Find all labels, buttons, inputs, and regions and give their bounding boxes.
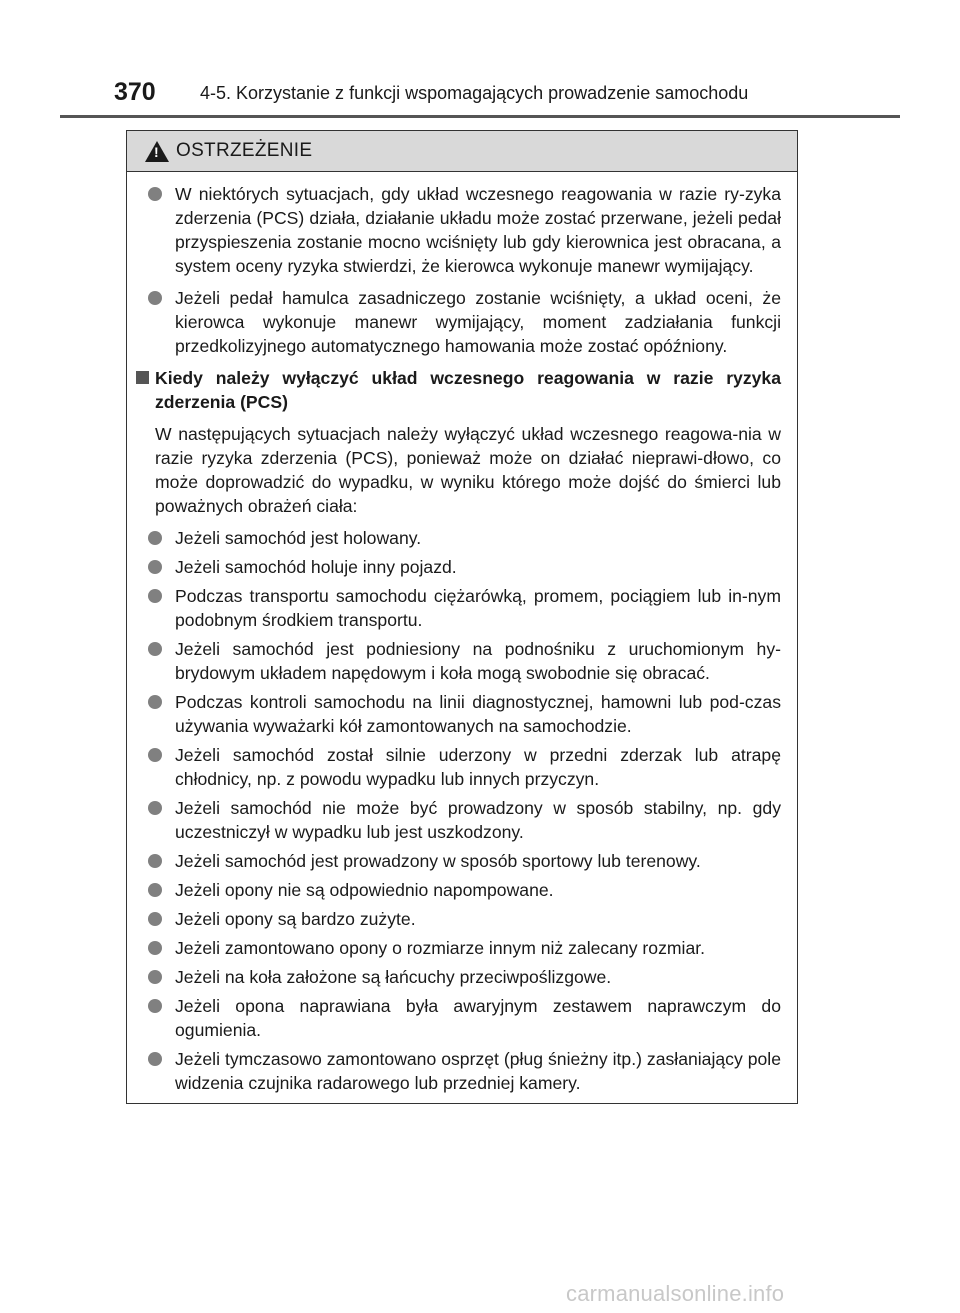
bullet-dot-icon xyxy=(148,854,162,868)
list-item xyxy=(135,1047,781,1095)
list-item xyxy=(135,849,781,873)
list-item-text: Jeżeli samochód nie może być prowadzony w sposób stabilny, np. gdy uczestniczył w wypadku lub jest uszkodzony. xyxy=(175,798,781,842)
list-item xyxy=(135,690,781,738)
list-item-text: Jeżeli samochód jest prowadzony w sposób sportowy lub terenowy. xyxy=(175,851,701,871)
list-item-text: Jeżeli samochód jest podniesiony na podnośniku z uruchomionym hy-brydowym układem napędowym i koła mogą swobodnie się obracać. xyxy=(175,639,781,683)
list-item-text: Podczas transportu samochodu ciężarówką, promem, pociągiem lub in-nym podobnym środkiem transportu. xyxy=(175,586,781,630)
site-watermark: carmanualsonline.info xyxy=(566,1281,785,1306)
list-item-text: Jeżeli tymczasowo zamontowano osprzęt (pług śnieżny itp.) zasłaniający pole widzenia czujnika radarowego lub przedniej kamery. xyxy=(175,1049,781,1093)
warning-header xyxy=(127,131,797,172)
bullet-dot-icon xyxy=(148,291,162,305)
bullet-dot-icon xyxy=(148,531,162,545)
warning-bullet-text: Jeżeli pedał hamulca zasadniczego zostanie wciśnięty, a układ oceni, że kierowca wykonuje manewr wymijający, moment zadziałania funkcji przedkolizyjnego automatycznego hamowania może zostać opóźniony. xyxy=(175,288,781,356)
bullet-dot-icon xyxy=(148,970,162,984)
section-title: 4-5. Korzystanie z funkcji wspomagających prowadzenie samochodu xyxy=(200,83,749,103)
warning-bullet xyxy=(135,182,781,278)
bullet-dot-icon xyxy=(148,642,162,656)
subsection-intro: W następujących sytuacjach należy wyłączyć układ wczesnego reagowa-nia w razie ryzyka zderzenia (PCS), ponieważ może on działać nieprawi-dłowo, co może doprowadzić do wypadku, w wyniku którego może dojść do śmierci lub poważnych obrażeń ciała: xyxy=(155,424,781,516)
bullet-dot-icon xyxy=(148,695,162,709)
warning-box xyxy=(126,130,798,1104)
warning-triangle-icon xyxy=(145,141,169,162)
bullet-dot-icon xyxy=(148,941,162,955)
header-divider xyxy=(60,115,900,118)
list-item-text: Jeżeli opona naprawiana była awaryjnym zestawem naprawczym do ogumienia. xyxy=(175,996,781,1040)
warning-bullet xyxy=(135,286,781,358)
list-item xyxy=(135,637,781,685)
warning-bullet-text: W niektórych sytuacjach, gdy układ wczesnego reagowania w razie ry-zyka zderzenia (PCS) działa, działanie układu może zostać przerwane, jeżeli pedał przyspieszenia zostanie mocno wciśnięty lub gdy kierownica jest obracana, a system oceny ryzyka stwierdzi, że kierowca wykonuje manewr wymijający. xyxy=(175,184,781,276)
square-marker-icon xyxy=(136,371,149,384)
warning-content xyxy=(127,172,797,1095)
list-item xyxy=(135,584,781,632)
list-item-text: Podczas kontroli samochodu na linii diagnostycznej, hamowni lub pod-czas używania wyważarki kół zamontowanych na samochodzie. xyxy=(175,692,781,736)
list-item xyxy=(135,555,781,579)
list-item-text: Jeżeli zamontowano opony o rozmiarze innym niż zalecany rozmiar. xyxy=(175,938,706,958)
bullet-dot-icon xyxy=(148,1052,162,1066)
bullet-dot-icon xyxy=(148,912,162,926)
list-item xyxy=(135,796,781,844)
bullet-dot-icon xyxy=(148,560,162,574)
condition-list xyxy=(135,526,781,1095)
bullet-dot-icon xyxy=(148,187,162,201)
page-number: 370 xyxy=(114,78,156,106)
list-item-text: Jeżeli opony nie są odpowiednio napompowane. xyxy=(175,880,554,900)
bullet-dot-icon xyxy=(148,883,162,897)
list-item-text: Jeżeli samochód jest holowany. xyxy=(175,528,422,548)
bullet-dot-icon xyxy=(148,999,162,1013)
list-item xyxy=(135,878,781,902)
page-header xyxy=(60,78,900,118)
bullet-dot-icon xyxy=(148,589,162,603)
list-item-text: Jeżeli samochód holuje inny pojazd. xyxy=(175,557,457,577)
list-item-text: Jeżeli opony są bardzo zużyte. xyxy=(175,909,416,929)
subsection-heading xyxy=(135,366,781,414)
list-item xyxy=(135,994,781,1042)
list-item-text: Jeżeli samochód został silnie uderzony w przedni zderzak lub atrapę chłodnicy, np. z powodu wypadku lub innych przyczyn. xyxy=(175,745,781,789)
list-item-text: Jeżeli na koła założone są łańcuchy przeciwpoślizgowe. xyxy=(175,967,612,987)
bullet-dot-icon xyxy=(148,748,162,762)
subsection-heading-text: Kiedy należy wyłączyć układ wczesnego reagowania w razie ryzyka zderzenia (PCS) xyxy=(155,368,781,412)
list-item xyxy=(135,907,781,931)
list-item xyxy=(135,743,781,791)
list-item xyxy=(135,936,781,960)
list-item xyxy=(135,965,781,989)
warning-title: OSTRZEŻENIE xyxy=(176,140,313,161)
bullet-dot-icon xyxy=(148,801,162,815)
list-item xyxy=(135,526,781,550)
